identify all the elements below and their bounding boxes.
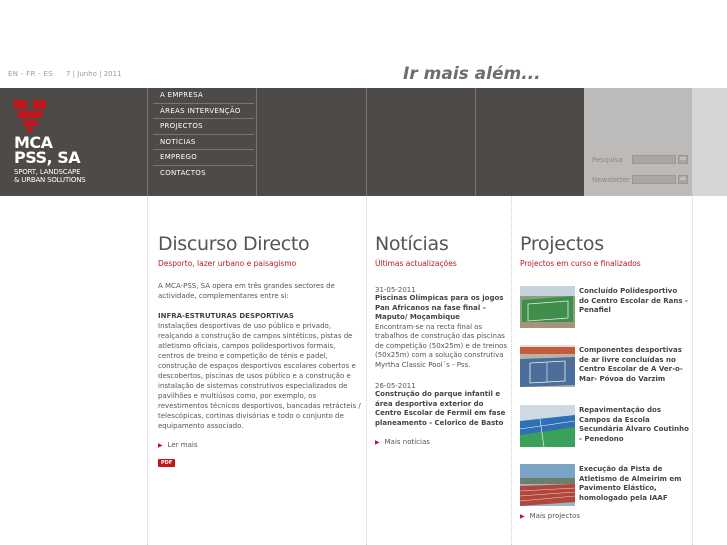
project-thumbnail[interactable] — [520, 286, 575, 328]
projectos-title: Projectos — [520, 233, 604, 255]
project-thumbnail[interactable] — [520, 345, 575, 387]
banner-column — [256, 88, 366, 196]
more-projects-label: Mais projectos — [529, 512, 580, 520]
logo-mca-text: MCA — [14, 133, 53, 152]
column-divider — [366, 196, 367, 545]
noticias-section — [375, 233, 510, 446]
arrow-right-icon: ▶ — [520, 513, 525, 520]
discurso-intro: A MCA-PSS, SA opera em três grandes sectores de actividade, complementares entre si: — [158, 282, 335, 300]
project-title[interactable]: Repavimentação dos Campos da Escola Secundária Álvaro Coutinho - Penedono — [579, 406, 689, 443]
current-date: 7 | Junho | 2011 — [66, 70, 122, 78]
menu-item-projectos[interactable]: PROJECTOS — [153, 119, 254, 135]
newsletter-submit-button[interactable]: ok — [678, 175, 688, 184]
project-title[interactable]: Componentes desportivas de ar livre concluídas no Centro Escolar de A Ver-o-Mar- Póvoa do Varzim — [579, 346, 683, 383]
column-divider — [147, 196, 148, 545]
search-label: Pesquisa — [592, 156, 623, 164]
discurso-title: Discurso Directo — [158, 233, 310, 255]
discurso-section — [158, 233, 363, 468]
tagline: Ir mais além... — [403, 64, 541, 84]
arrow-right-icon: ▶ — [375, 439, 380, 446]
news-date: 31-05-2011 — [375, 286, 416, 294]
more-projects-link[interactable] — [520, 512, 580, 520]
news-title[interactable]: Piscinas Olímpicas para os jogos Pan Africanos na fase final – Maputo/ Moçambique — [375, 294, 504, 321]
banner-photo-panel-edge — [692, 88, 727, 196]
arrow-right-icon: ▶ — [158, 442, 163, 449]
search-form — [592, 156, 686, 164]
project-title[interactable]: Concluído Polidesportivo do Centro Escolar de Rans - Penafiel — [579, 287, 688, 315]
newsletter-label: Newsletter — [592, 176, 630, 184]
top-bar — [0, 66, 727, 88]
language-selector[interactable]: EN - FR - ES — [8, 70, 53, 78]
logo[interactable] — [0, 88, 147, 196]
menu-item-emprego[interactable]: EMPREGO — [153, 150, 254, 166]
projectos-section — [520, 233, 688, 268]
project-thumbnail[interactable] — [520, 464, 575, 506]
project-item[interactable] — [520, 464, 690, 508]
logo-subtitle-2: & URBAN SOLUTIONS — [14, 176, 86, 184]
logo-heart-icon — [14, 100, 48, 132]
project-item[interactable] — [520, 405, 690, 449]
read-more-label: Ler mais — [167, 441, 198, 449]
pdf-icon[interactable]: PDF — [158, 459, 175, 467]
logo-subtitle-1: SPORT, LANDSCAPE — [14, 168, 81, 176]
projectos-subtitle: Projectos em curso e finalizados — [520, 259, 641, 268]
news-text: Encontram-se na recta final os trabalhos de construção das piscinas de competição (50x25m) e de treinos (50x25m) com a solução construtiva Myrtha Classic Pool´s - Pss. — [375, 322, 508, 369]
menu-item-contactos[interactable]: CONTACTOS — [160, 168, 206, 177]
project-thumbnail[interactable] — [520, 405, 575, 447]
project-title[interactable]: Execução da Pista de Atletismo de Almeirim em Pavimento Elástico, homologado pela IAAF — [579, 465, 682, 502]
news-title[interactable]: Construção do parque infantil e área desportiva exterior do Centro Escolar de Fermil em fase planeamento - Celorico de Basto — [375, 390, 506, 427]
logo-pss-text: PSS, SA — [14, 148, 81, 167]
menu-item-areas[interactable]: ÁREAS INTERVENÇÃO — [153, 104, 254, 120]
noticias-title: Notícias — [375, 233, 449, 255]
column-divider — [511, 196, 512, 545]
search-input[interactable] — [632, 155, 676, 164]
discurso-body: Instalações desportivas de uso público e privado, realçando a construção de campos sintéticos, pistas de atletismo oficiais, campos polidesportivos formais, centros de treino e competição de ténis e padel, construção de espaços desportivos escolares cobertos e descobertos, piscinas de usos público e a construção e instalação de sistemas construtivos especializados de pavilhões e multiúsos como, por exemplo, os revestimentos técnicos desportivos, bancadas retrácteis / telescópicas, cortinas divisórias e todo o conjunto de equipamento associado. — [158, 322, 361, 430]
noticias-subtitle: Últimas actualizações — [375, 259, 457, 268]
more-news-link[interactable] — [375, 438, 510, 446]
newsletter-input[interactable] — [632, 175, 676, 184]
main-menu — [147, 88, 256, 196]
news-item[interactable] — [375, 286, 510, 370]
news-date: 26-05-2011 — [375, 382, 416, 390]
project-item[interactable] — [520, 286, 690, 330]
discurso-subtitle: Desporto, lazer urbano e paisagismo — [158, 259, 297, 268]
newsletter-form — [592, 176, 686, 184]
more-news-label: Mais notícias — [384, 438, 430, 446]
column-divider — [692, 196, 693, 545]
menu-item-noticias[interactable]: NOTÍCIAS — [153, 135, 254, 151]
project-item[interactable] — [520, 345, 690, 389]
banner-column — [366, 88, 475, 196]
news-item[interactable] — [375, 382, 510, 428]
search-submit-button[interactable]: ok — [678, 155, 688, 164]
menu-item-empresa[interactable]: A EMPRESA — [153, 88, 254, 104]
header-banner — [0, 88, 727, 196]
discurso-read-more-link[interactable] — [158, 441, 363, 449]
banner-column — [475, 88, 584, 196]
discurso-heading: INFRA-ESTRUTURAS DESPORTIVAS — [158, 312, 294, 320]
